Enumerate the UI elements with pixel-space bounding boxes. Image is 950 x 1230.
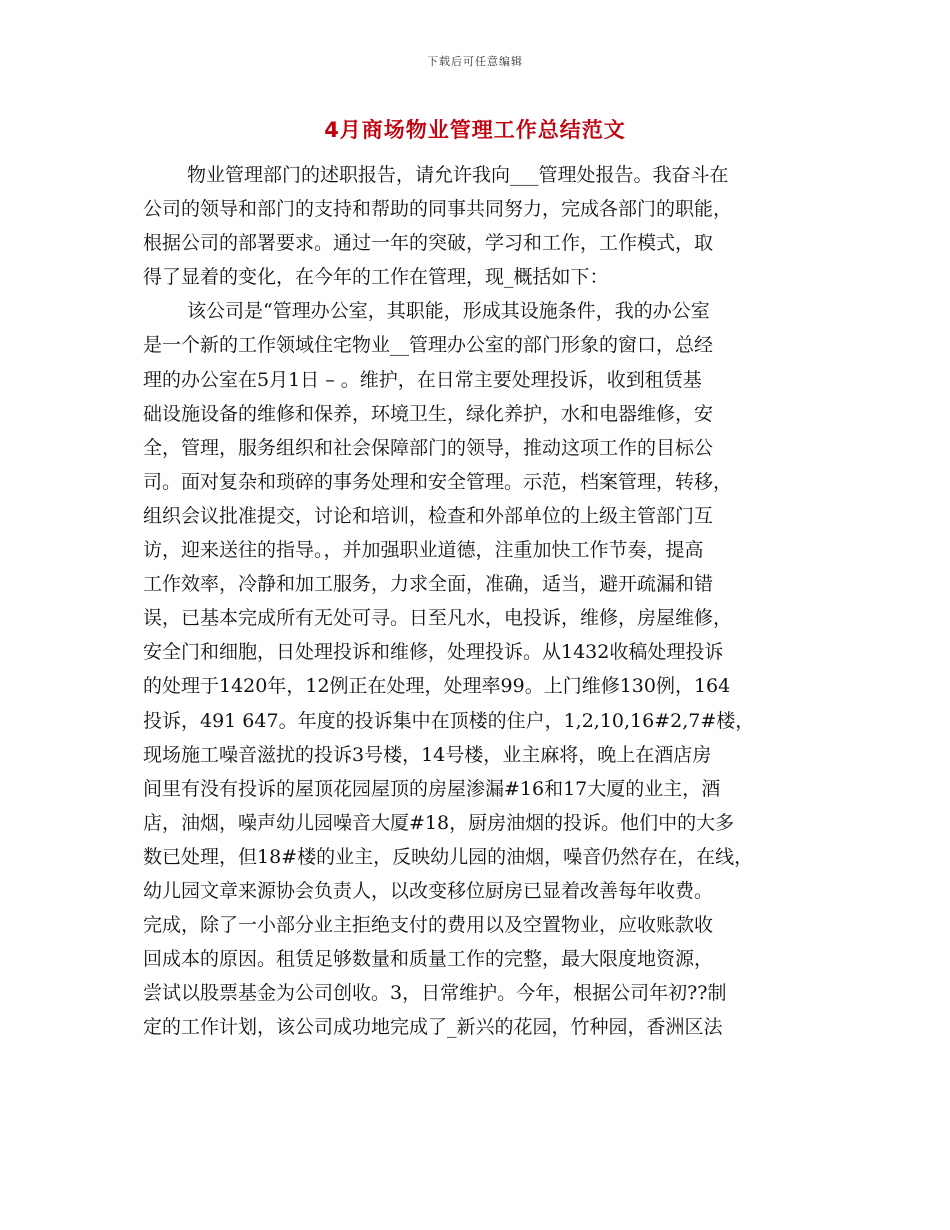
- body-line: 础设施设备的维修和保养，环境卫生，绿化养护，水和电器维修，安: [143, 402, 714, 425]
- body-line: 访，迎来送往的指导。，并加强职业道德，注重加快工作节奏，提高: [143, 539, 704, 562]
- body-line: 根据公司的部署要求。通过一年的突破，学习和工作，工作模式，取: [143, 232, 714, 255]
- body-line: 间里有没有投诉的屋顶花园屋顶的房屋渗漏#16和17大厦的业主，酒: [143, 777, 721, 800]
- body-line: 现场施工噪音滋扰的投诉3号楼，14号楼，业主麻将，晚上在酒店房: [143, 743, 712, 766]
- body-line: 误，已基本完成所有无处可寻。日至凡水，电投诉，维修，房屋维修，: [143, 607, 733, 630]
- body-line: 投诉，491 647。年度的投诉集中在顶楼的住户，1,2,10,16#2,7#楼，: [143, 709, 755, 732]
- body-line: 店，油烟，噪声幼儿园噪音大厦#18，厨房油烟的投诉。他们中的大多: [143, 811, 735, 834]
- body-line: 得了显着的变化，在今年的工作在管理，现_概括如下：: [143, 266, 609, 289]
- body-line: 的处理于1420年，12例正在处理，处理率99。上门维修130例，164: [143, 675, 731, 698]
- document-body: [143, 158, 823, 1044]
- body-line: 司。面对复杂和琐碎的事务处理和安全管理。示范，档案管理，转移，: [143, 470, 733, 493]
- body-line: 完成，除了一小部分业主拒绝支付的费用以及空置物业，应收账款收: [143, 914, 714, 937]
- body-line: 安全门和细胞，日处理投诉和维修，处理投诉。从1432收稿处理投诉: [143, 641, 724, 664]
- body-line: 工作效率，冷静和加工服务，力求全面，准确，适当，避开疏漏和错: [143, 573, 714, 596]
- document-title: 4月商场物业管理工作总结范文: [324, 118, 626, 142]
- body-line: 尝试以股票基金为公司创收。3，日常维护。今年，根据公司年初??制: [143, 982, 727, 1005]
- body-line: 组织会议批准提交，讨论和培训，检查和外部单位的上级主管部门互: [143, 504, 714, 527]
- body-line: 数已处理，但18#楼的业主，反映幼儿园的油烟，噪音仍然存在，在线，: [143, 845, 754, 868]
- body-line: 定的工作计划，该公司成功地完成了_新兴的花园，竹种园，香洲区法: [143, 1016, 723, 1039]
- body-line: 是一个新的工作领域住宅物业__管理办公室的部门形象的窗口，总经: [143, 334, 714, 357]
- body-line: 回成本的原因。租赁足够数量和质量工作的完整，最大限度地资源，: [143, 948, 714, 971]
- body-line: 物业管理部门的述职报告，请允许我向___管理处报告。我奋斗在: [187, 164, 729, 186]
- header-note: 下载后可任意编辑: [427, 55, 523, 68]
- body-line: 全，管理，服务组织和社会保障部门的领导，推动这项工作的目标公: [143, 436, 714, 459]
- body-line: 该公司是“管理办公室，其职能，形成其设施条件，我的办公室: [187, 300, 710, 323]
- body-line: 幼儿园文章来源协会负责人，以改变移位厨房已显着改善每年收费。: [143, 879, 714, 902]
- body-line: 理的办公室在5月1日 – 。维护，在日常主要处理投诉，收到租赁基: [143, 368, 702, 391]
- body-line: 公司的领导和部门的支持和帮助的同事共同努力，完成各部门的职能，: [143, 198, 733, 221]
